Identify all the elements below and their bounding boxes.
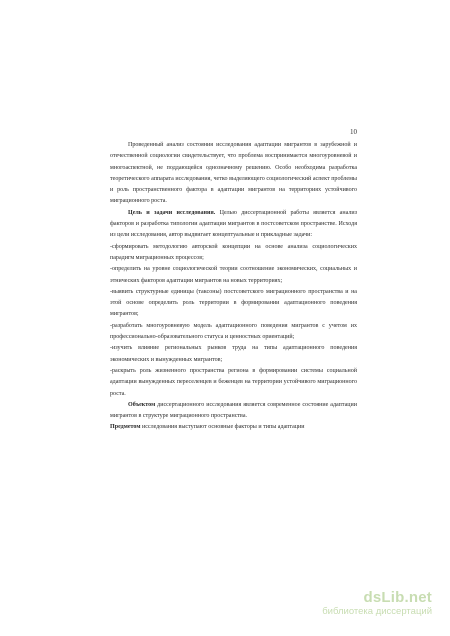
task-item: -сформировать методологию авторской концепции на основе анализа социологических парадигм миграционных процессов; <box>110 243 357 261</box>
watermark-subtitle: библиотека диссертаций <box>322 606 432 617</box>
paragraph-analysis: Проведенный анализ состояния исследования адаптации мигрантов в зарубежной и отечественной социологии свидетельствует, что проблема воспринимается многоуровневой и многоаспектной, не поддающейся однозначному решению. Особо необходима разработка теоретического аппарата исследования, четко выделяющего социологический аспект проблемы и роль пространственного фактора в адаптации мигрантов на территориях устойчивого миграционного роста. <box>110 142 357 205</box>
subject-heading: Предметом <box>110 424 141 431</box>
paragraph-object <box>110 400 357 423</box>
task-item: -выявить структурные единицы (таксоны) постсоветского миграционного пространства и на этой основе определить роль территории в формировании адаптационного поведения мигрантов; <box>110 288 357 318</box>
document-body <box>110 140 357 434</box>
task-item: -изучить влияние региональных рынков труда на типы адаптационного поведения экономических и вынужденных мигрантов; <box>110 345 357 363</box>
goals-text: Целью диссертационной работы является анализ факторов и разработка типологии адаптации мигрантов в постсоветском пространстве. Исходя из цели исследования, автор выдвигает концептуальные и прикладные задачи: <box>110 209 357 239</box>
task-item: -разработать многоуровневую модель адаптационного поведения мигрантов с учетом их профессионально-образовательного статуса и ценностных ориентаций; <box>110 322 357 341</box>
paragraph-subject <box>110 422 357 433</box>
watermark-logo: dsLib.net <box>363 589 432 606</box>
paragraph-goals <box>110 208 357 242</box>
task-item: -раскрыть роль жизненного пространства региона в формировании системы социальной адаптации вынужденных переселенцев и беженцев на территории устойчивого миграционного роста. <box>110 367 357 397</box>
subject-text: исследования выступают основные факторы и типы адаптации <box>140 424 305 431</box>
page-number: 10 <box>350 128 357 136</box>
task-item: -определить на уровне социологической теории соотношение экономических, социальных и этнических факторов адаптации мигрантов на новых территориях; <box>110 266 357 284</box>
object-text: диссертационного исследования является современное состояние адаптации мигрантов в структуре миграционного пространства. <box>110 401 357 420</box>
watermark <box>322 590 432 622</box>
goals-heading: Цель и задачи исследования. <box>128 209 216 216</box>
object-heading: Объектом <box>128 401 156 408</box>
